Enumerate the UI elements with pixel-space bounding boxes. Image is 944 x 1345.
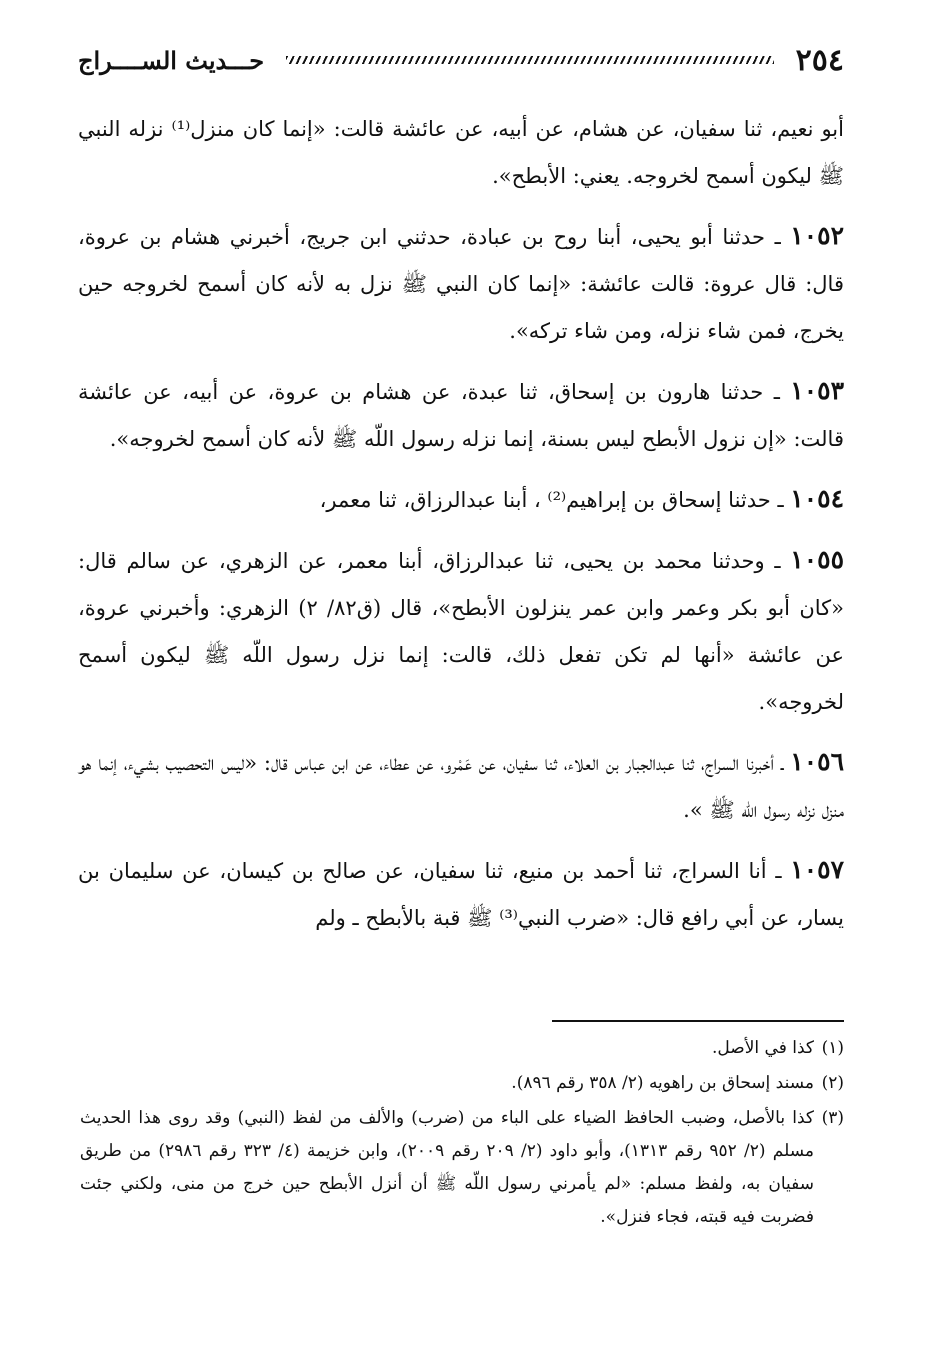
footnotes xyxy=(80,1032,844,1236)
hadith-number: ١٠٥٢ xyxy=(790,221,844,250)
footnote-separator xyxy=(552,1020,844,1022)
hadith-number: ١٠٥٣ xyxy=(790,376,844,405)
paragraph-text: ـ أنا السراج، ثنا أحمد بن منيع، ثنا سفيان، عن صالح بن كيسان، عن سليمان بن يسار، عن أبي رافع قال: «ضرب النبي⁽³⁾ ﷺ قبة بالأبطح ـ ولم xyxy=(78,859,844,930)
hadith-paragraph xyxy=(78,738,844,834)
page-number: ٢٥٤ xyxy=(795,42,844,78)
running-title: حـــديث الســــراج xyxy=(78,45,265,75)
footnote xyxy=(80,1032,844,1065)
footnote-text: كذا في الأصل. xyxy=(712,1038,814,1058)
paragraph-text: ـ أخبرنا السراج، ثنا عبدالجبار بن العلاء، ثنا سفيان، عن عَمْرو، عن عطاء، عن ابن عباس قال: «ليس التحصيب بشيء، إنما هو منزل نزله رسول اللّه ﷺ ». xyxy=(78,751,844,822)
hadith-paragraph xyxy=(78,475,844,524)
hadith-number: ١٠٥٤ xyxy=(790,484,844,513)
hadith-number: ١٠٥٧ xyxy=(790,855,844,884)
hadith-paragraph xyxy=(78,212,844,355)
footnote-number: (١) xyxy=(821,1038,844,1058)
hadith-paragraph xyxy=(78,536,844,726)
paragraph-text: أبو نعيم، ثنا سفيان، عن هشام، عن أبيه، عن عائشة قالت: «إنما كان منزل⁽¹⁾ نزله النبي ﷺ ليكون أسمح لخروجه. يعني: الأبطح». xyxy=(78,117,844,188)
page-header xyxy=(78,38,844,82)
hadith-number: ١٠٥٦ xyxy=(790,747,844,776)
main-text xyxy=(78,106,844,954)
paragraph-text: ـ حدثنا أبو يحيى، أبنا روح بن عبادة، حدثني ابن جريج، أخبرني هشام بن عروة، قال: قال عروة: قالت عائشة: «إنما كان النبي ﷺ نزل به لأنه كان أسمح لخروجه حين يخرج، فمن شاء نزله، ومن شاء تركه». xyxy=(78,225,844,343)
footnote xyxy=(80,1067,844,1100)
footnote-number: (٢) xyxy=(821,1073,844,1093)
footnote-text: مسند إسحاق بن راهويه (٢/ ٣٥٨ رقم ٨٩٦). xyxy=(511,1073,814,1093)
hadith-paragraph xyxy=(78,846,844,942)
hadith-paragraph xyxy=(78,367,844,463)
paragraph-text: ـ حدثنا إسحاق بن إبراهيم⁽²⁾ ، أبنا عبدالرزاق، ثنا معمر، xyxy=(319,488,791,512)
paragraph-text: ـ حدثنا هارون بن إسحاق، ثنا عبدة، عن هشام بن عروة، عن أبيه، عن عائشة قالت: «إن نزول الأبطح ليس بسنة، إنما نزله رسول اللّه ﷺ لأنه كان أسمح لخروجه». xyxy=(78,380,844,451)
footnote-text: كذا بالأصل، وضبب الحافظ الضياء على الباء من (ضرب) والألف من لفظ (النبي) وقد روى هذا الحديث مسلم (٢/ ٩٥٢ رقم ١٣١٣)، وأبو داود (٢/ ٢٠٩ رقم ٢٠٠٩)، وابن خزيمة (٤/ ٣٢٣ رقم ٢٩٨٦) من طريق سفيان به، ولفظ مسلم: «لم يأمرني رسول اللّه ﷺ أن أنزل الأبطح حين خرج من منى، ولكني جئت فضربت فيه قبته، فجاء فنزل». xyxy=(80,1108,814,1227)
paragraph xyxy=(78,106,844,200)
hadith-number: ١٠٥٥ xyxy=(790,545,844,574)
footnote-number: (٣) xyxy=(821,1108,844,1128)
paragraph-text: ـ وحدثنا محمد بن يحيى، ثنا عبدالرزاق، أبنا معمر، عن الزهري، عن سالم قال: «كان أبو بكر وعمر وابن عمر ينزلون الأبطح»، قال (ق٨٢/ ٢) الزهري: وأخبرني عروة، عن عائشة «أنها لم تكن تفعل ذلك، قالت: إنما نزل رسول اللّه ﷺ ليكون أسمح لخروجه». xyxy=(78,549,844,714)
header-ornament-rule xyxy=(286,56,774,64)
footnote xyxy=(80,1102,844,1234)
